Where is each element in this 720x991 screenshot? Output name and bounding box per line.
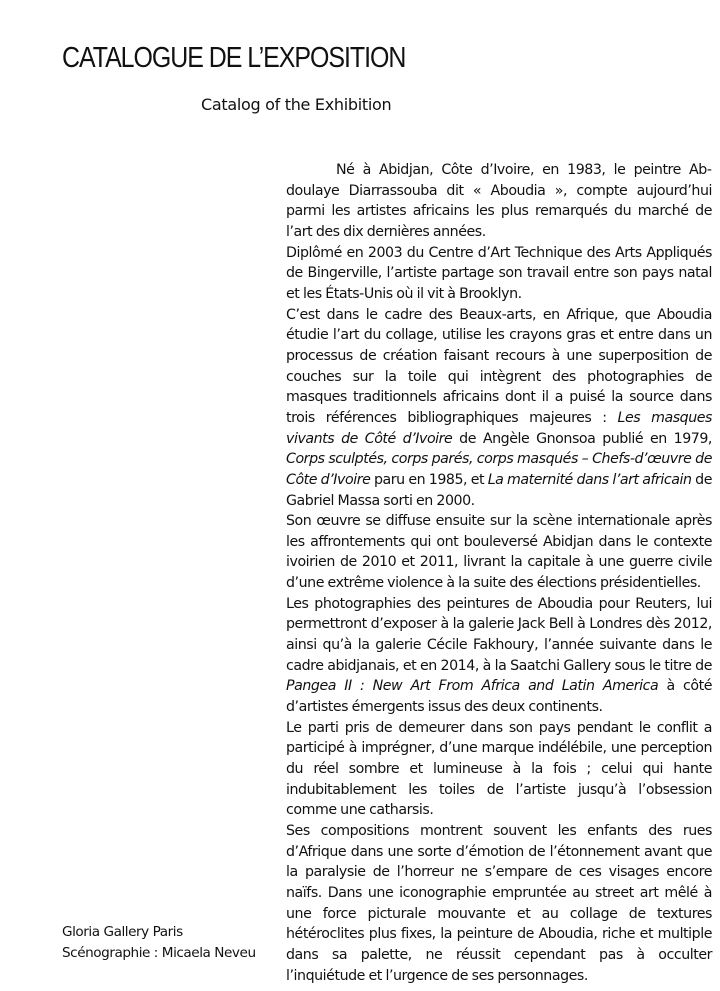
paragraph-international (286, 511, 712, 594)
italic-title-run: La maternité dans l’art africain (487, 471, 692, 488)
text-run: de Gabriel Massa sorti en 2000. (286, 471, 712, 509)
page-subtitle: Catalog of the Exhibition (201, 95, 392, 114)
page-title: CATALOGUE DE L’EXPOSITION (62, 42, 406, 74)
text-run: Le parti pris de demeurer dans son pays pendant le conflit a participé à imprégner, d’une marque indélébile, une perception du réel sombre et lumineuse à la fois ; celui qui hante indubitablement les toiles de l’artiste jusqu’à l’obsession comme une catharsis. (286, 719, 712, 819)
text-run: de Angèle Gnonsoa publié en 1979, (452, 430, 712, 447)
text-run: Les photographies des peintures de Aboudia pour Reuters, lui permettront d’exposer à la galerie Jack Bell à Londres dès 2012, ainsi qu’à la galerie Cécile Fakhoury, l’année suivante dans le cadre abidjanais, et en 2014, à la Saatchi Gallery sous le titre de (286, 595, 712, 674)
text-run: paru en 1985, et (370, 471, 488, 488)
paragraph-exhibitions (286, 594, 712, 718)
text-run: Diplômé en 2003 du Centre d’Art Technique des Arts Appliqués de Bingerville, l’artiste partage son travail entre son pays natal et les États-Unis où il vit à Brooklyn. (286, 244, 712, 302)
paragraph-birth (286, 160, 712, 243)
body-text-column (286, 160, 712, 986)
text-run: à côté d’artistes émergents issus des deux continents. (286, 678, 712, 716)
text-run: C’est dans le cadre des Beaux-arts, en Afrique, que Aboudia étudie l’art du collage, utilise les crayons gras et entre dans un processus de création faisant recours à une superposition de couches sur la toile qui intègrent des photographies de masques traditionnels africains dont il a puisé la source dans trois références bibliographiques majeures : (286, 306, 712, 426)
paragraph-technique (286, 305, 712, 512)
paragraph-compositions (286, 821, 712, 986)
text-run: Ses compositions montrent souvent les enfants des rues d’Afrique dans une sorte d’émotion de l’étonnement avant que la paralysie de l’horreur ne s’empare de ces visages encore naïfs. Dans une iconographie empruntée au street art mêlé à une force picturale mouvante et au collage de textures hétéroclites plus fixes, la peinture de Aboudia, riche et multiple dans sa palette, ne réussit cependant pas à occulter l’inquiétude et l’urgence de ses personnages. (286, 823, 712, 984)
paragraph-education (286, 243, 712, 305)
gallery-name: Gloria Gallery Paris (62, 924, 183, 940)
italic-title-run: Corps sculptés, corps parés, corps masqués – Chefs-d’œuvre de Côte d’Ivoire (286, 451, 712, 488)
text-run: Né à Abidjan, Côte d’Ivoire, en 1983, le peintre Abdoulaye Diarrassouba dit « Aboudia », compte aujourd’hui parmi les artistes africains les plus remarqués du marché de l’art des dix dernières années. (286, 162, 712, 240)
scenography-credit: Scénographie : Micaela Neveu (62, 944, 256, 961)
paragraph-conflict (286, 718, 712, 821)
credits (62, 922, 256, 963)
italic-title-run: Les masques vivants de Côté d’Ivoire (286, 409, 712, 447)
text-run: Son œuvre se diffuse ensuite sur la scène internationale après les affrontements qui ont bouleversé Abidjan dans le contexte ivoirien de 2010 et 2011, livrant la capitale à une guerre civile d’une extrême violence à la suite des élections présidentielles. (286, 513, 712, 592)
italic-title-run: Pangea II : New Art From Africa and Latin America (286, 678, 659, 695)
